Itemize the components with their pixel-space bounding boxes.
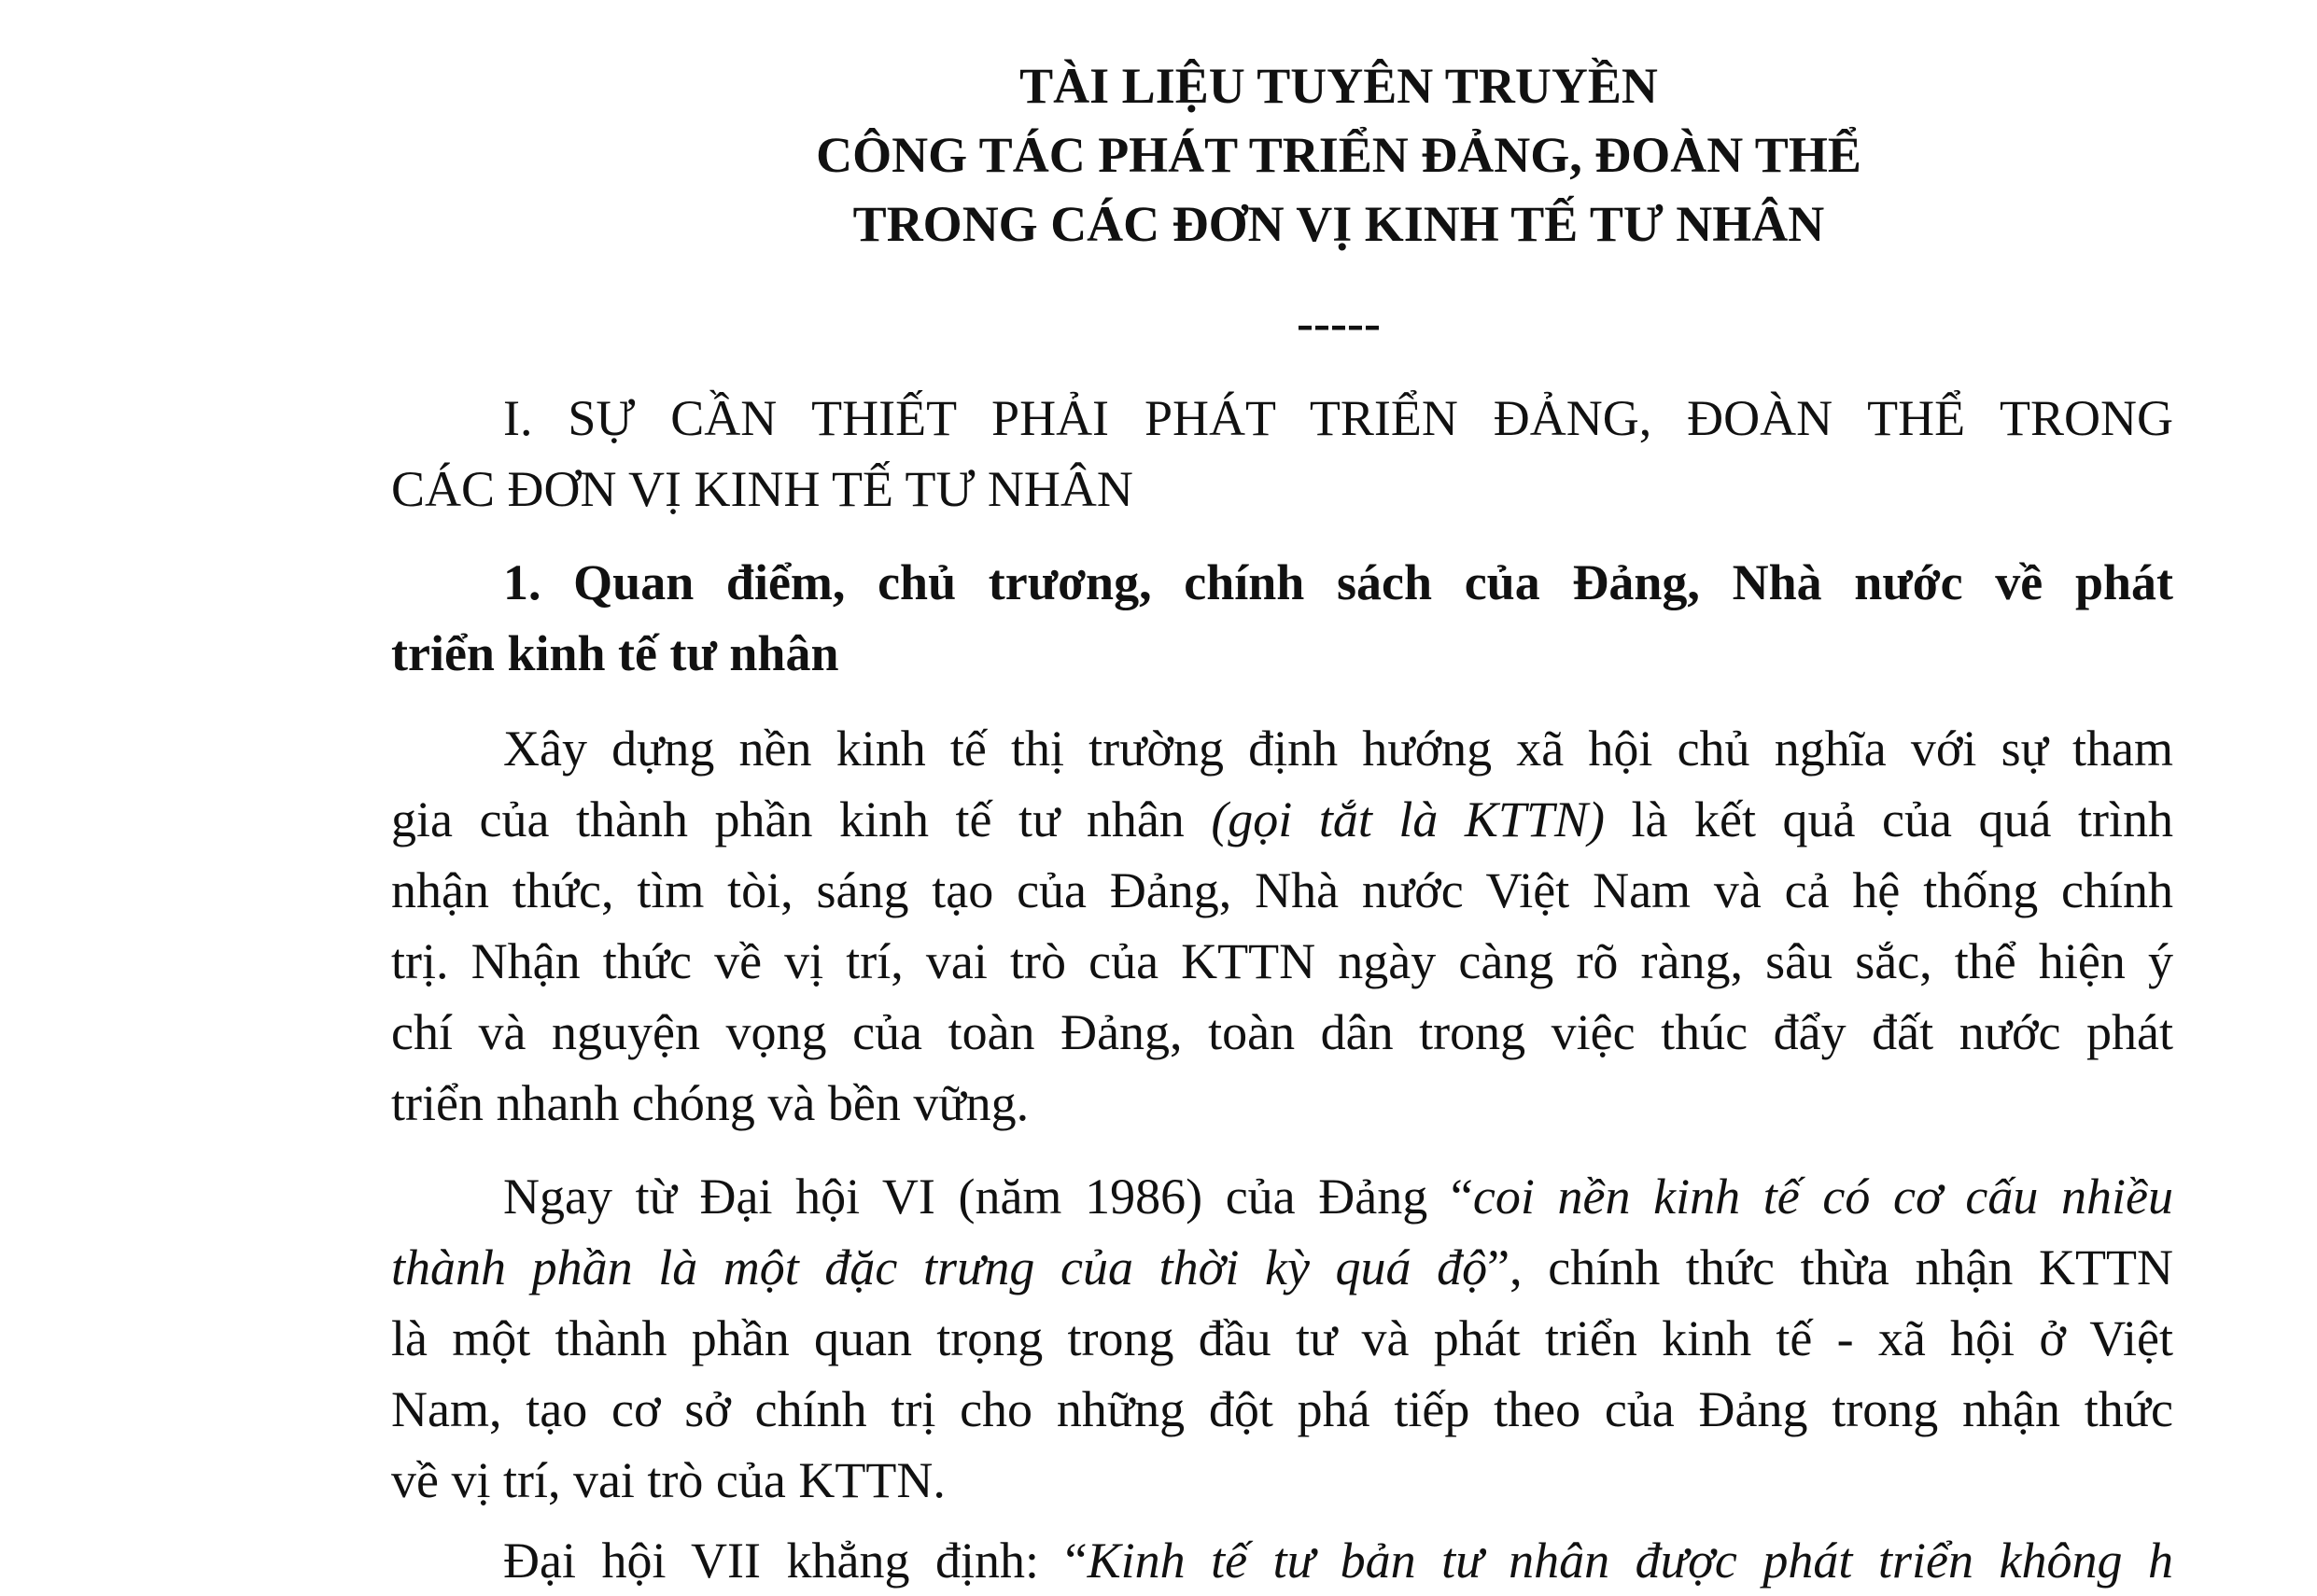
- italic-quote: Kinh tế tư bản tư nhân được phát triển không h: [1087, 1533, 2173, 1589]
- paragraph-line: trị. Nhận thức về vị trí, vai trò của KTTN ngày càng rõ ràng, sâu sắc, thể hiện ý: [391, 933, 2173, 989]
- paragraph: [391, 713, 2173, 1139]
- section-heading-line: CÁC ĐƠN VỊ KINH TẾ TƯ NHÂN: [391, 461, 1133, 517]
- section-heading: [391, 383, 2173, 525]
- paragraph-line: [391, 1161, 2173, 1232]
- paragraph-line: triển nhanh chóng và bền vững.: [391, 1075, 1030, 1131]
- paragraph-line: nhận thức, tìm tòi, sáng tạo của Đảng, Nhà nước Việt Nam và cả hệ thống chính: [391, 862, 2173, 918]
- title-line: TÀI LIỆU TUYÊN TRUYỀN: [1019, 58, 1658, 114]
- title-line: CÔNG TÁC PHÁT TRIỂN ĐẢNG, ĐOÀN THỂ: [816, 127, 1861, 183]
- paragraph-line: [391, 784, 2173, 855]
- text: ”, chính thức thừa nhận KTTN: [1487, 1239, 2173, 1295]
- subsection-heading: [391, 547, 2173, 689]
- text: là kết quả của quá trình: [1605, 791, 2173, 847]
- text: gia của thành phần kinh tế tư nhân: [391, 791, 1212, 847]
- text: Đại hội VII khẳng định: “: [503, 1533, 1088, 1589]
- paragraph-line: [391, 1525, 2173, 1596]
- paragraph-line: là một thành phần quan trọng trong đầu tư và phát triển kinh tế - xã hội ở Việt: [391, 1310, 2173, 1366]
- paragraph-line: Nam, tạo cơ sở chính trị cho những đột phá tiếp theo của Đảng trong nhận thức: [391, 1381, 2173, 1437]
- section-heading-line: I. SỰ CẦN THIẾT PHẢI PHÁT TRIỂN ĐẢNG, ĐOÀN THỂ TRONG: [503, 390, 2173, 446]
- italic-text: (gọi tắt là KTTN): [1211, 791, 1606, 847]
- subsection-heading-line: triển kinh tế tư nhân: [391, 625, 839, 681]
- paragraph-line: chí và nguyện vọng của toàn Đảng, toàn dân trong việc thúc đẩy đất nước phát: [391, 1004, 2173, 1060]
- paragraph-line: [391, 1232, 2173, 1303]
- paragraph-line: về vị trí, vai trò của KTTN.: [391, 1452, 946, 1508]
- paragraph: [391, 1525, 2173, 1596]
- italic-quote: thành phần là một đặc trưng của thời kỳ quá độ: [391, 1239, 1488, 1295]
- document-title: [391, 51, 2286, 259]
- paragraph: [391, 1161, 2173, 1516]
- subsection-heading-line: 1. Quan điểm, chủ trương, chính sách của Đảng, Nhà nước về phát: [503, 554, 2173, 610]
- title-line: TRONG CÁC ĐƠN VỊ KINH TẾ TƯ NHÂN: [852, 196, 1825, 252]
- italic-quote: coi nền kinh tế có cơ cấu nhiều: [1472, 1169, 2173, 1225]
- text: Ngay từ Đại hội VI (năm 1986) của Đảng “: [503, 1169, 1473, 1225]
- title-separator: -----: [1297, 295, 1381, 351]
- paragraph-line: Xây dựng nền kinh tế thị trường định hướng xã hội chủ nghĩa với sự tham: [503, 721, 2173, 777]
